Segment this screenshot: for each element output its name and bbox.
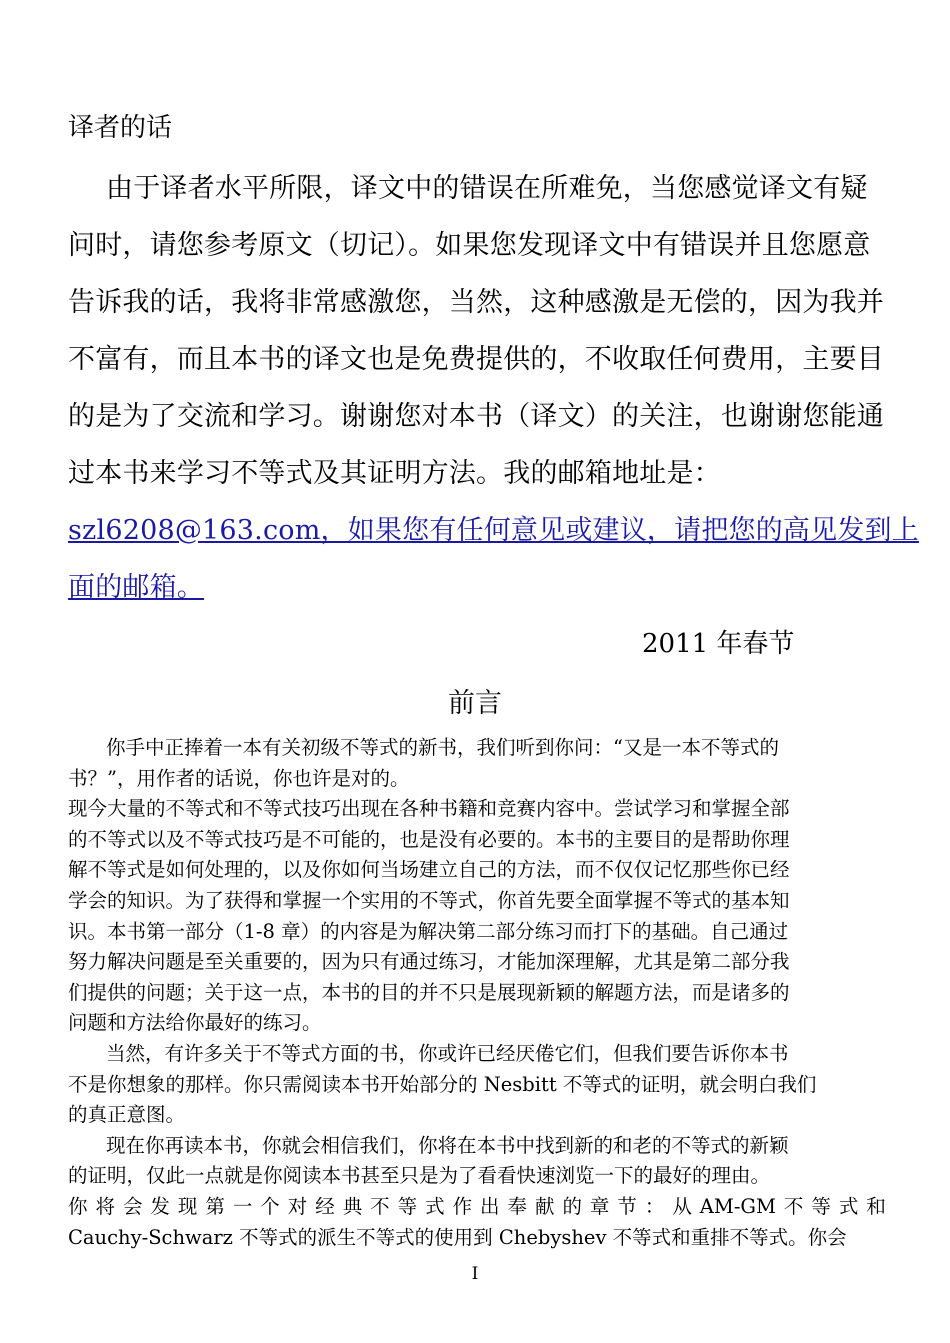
spread-char: 现 — [177, 1194, 198, 1218]
translator-note-heading: 译者的话 — [68, 113, 173, 143]
page-number: I — [471, 1264, 479, 1284]
spread-char: 址 — [639, 458, 667, 489]
spread-char: 是 — [666, 458, 694, 489]
preface-line: Cauchy-Schwarz 不等式的派生不等式的使用到 Chebyshev 不等式和重排不等式。你会 — [68, 1225, 847, 1249]
spread-char: 式 — [425, 1194, 445, 1218]
translator-note-date: 2011 年春节 — [642, 629, 795, 659]
spread-char: 不 — [231, 458, 259, 489]
spread-char: 等 — [258, 458, 286, 489]
preface-line: 识。本书第一部分（1-8 章）的内容是为解决第二部分练习而打下的基础。自己通过 — [68, 919, 789, 943]
preface-body — [68, 733, 886, 1253]
preface-line: 的真正意图。 — [68, 1103, 186, 1127]
spread-char: 从 — [672, 1194, 692, 1218]
preface-line: 现今大量的不等式和不等式技巧出现在各种书籍和竞赛内容中。尝试学习和掌握全部 — [68, 797, 790, 821]
preface-title: 前言 — [448, 688, 502, 719]
spread-char: 章 — [589, 1194, 610, 1218]
spread-char: 其 — [340, 458, 368, 489]
preface-line: 现在你再读本书，你就会相信我们，你将在本书中找到新的和老的不等式的新颖 — [106, 1133, 789, 1157]
spread-char: 不 — [783, 1194, 804, 1218]
preface-line: 当然，有许多关于不等式方面的书，你或许已经厌倦它们，但我们要告诉你本书 — [106, 1041, 789, 1065]
spread-char: 个 — [260, 1194, 280, 1218]
spread-char: 发 — [150, 1194, 170, 1218]
spread-char: 你 — [68, 1194, 88, 1218]
translator-note-body — [68, 160, 919, 616]
spread-char: 等 — [397, 1194, 418, 1218]
spread-char: 第 — [205, 1194, 225, 1218]
spread-char: 法 — [448, 458, 477, 489]
spread-char: 式 — [838, 1194, 859, 1218]
spread-char: 学 — [176, 458, 205, 489]
spread-char: 箱 — [584, 458, 613, 489]
spread-char: 经 — [315, 1194, 335, 1218]
translator-line: 不富有，而且本书的译文也是免费提供的，不收取任何费用，主要目 — [68, 344, 884, 375]
preface-line: 的不等式以及不等式技巧是不可能的，也是没有必要的。本书的主要目的是帮助你理 — [68, 827, 790, 851]
spread-char: 过 — [68, 458, 96, 489]
spread-char: 会 — [122, 1194, 143, 1218]
preface-line: 学会的知识。为了获得和掌握一个实用的不等式，你首先要全面掌握不等式的基本知 — [68, 888, 790, 912]
email-link-line-end[interactable] — [68, 559, 886, 616]
preface-line: 解不等式是如何处理的，以及你如何当场建立自己的方法，而不仅仅记忆那些你已经 — [68, 858, 790, 882]
email-link[interactable]: szl6208@163.com，如果您有任何意见或建议，请把您的高见发到上 — [68, 515, 919, 546]
spread-char: 一 — [232, 1194, 253, 1218]
translator-line: 问时，请您参考原文（切记）。如果您发现译文中有错误并且您愿意 — [68, 230, 871, 261]
preface-spread-line — [68, 1192, 886, 1223]
preface-line: 问题和方法给你最好的练习。 — [68, 1011, 322, 1035]
spread-char: 本 — [95, 458, 123, 489]
email-link-continuation[interactable]: 面的邮箱。 — [68, 572, 204, 603]
spread-char: 出 — [480, 1194, 500, 1218]
translator-spread-line — [68, 445, 886, 502]
spread-char: 将 — [95, 1194, 115, 1218]
spread-char: AM-GM — [699, 1194, 776, 1218]
spread-char: 和 — [866, 1194, 886, 1218]
spread-char: ： — [644, 1194, 665, 1218]
translator-line: 由于译者水平所限，译文中的错误在所难免，当您感觉译文有疑 — [106, 173, 868, 204]
preface-line: 你手中正捧着一本有关初级不等式的新书，我们听到你问：“又是一本不等式的 — [106, 736, 779, 759]
preface-line: 书？”，用作者的话说，你也许是对的。 — [68, 766, 410, 790]
spread-char: 式 — [285, 458, 313, 489]
spread-char: 来 — [149, 458, 177, 489]
spread-char: 邮 — [557, 458, 585, 489]
spread-char: 等 — [811, 1194, 831, 1218]
spread-char: 不 — [370, 1194, 390, 1218]
spread-char: 证 — [367, 458, 395, 489]
spread-char: 地 — [612, 458, 640, 489]
spread-char: 的 — [562, 1194, 582, 1218]
spread-char: 书 — [122, 458, 150, 489]
preface-line: 们提供的问题；关于这一点，本书的目的并不只是展现新颖的解题方法，而是诸多的 — [68, 980, 790, 1004]
spread-char: 习 — [204, 458, 232, 489]
preface-line: 努力解决问题是至关重要的，因为只有通过练习，才能加深理解，尤其是第二部分我 — [68, 950, 790, 974]
translator-line: 的是为了交流和学习。谢谢您对本书（译文）的关注，也谢谢您能通 — [68, 401, 884, 432]
email-link-line[interactable] — [68, 502, 919, 559]
spread-char: 。 — [476, 458, 504, 489]
spread-char: 的 — [530, 458, 558, 489]
spread-char: 我 — [503, 458, 531, 489]
spread-char: 方 — [421, 458, 449, 489]
preface-line: 的证明，仅此一点就是你阅读本书甚至只是为了看看快速浏览一下的最好的理由。 — [68, 1164, 771, 1188]
spread-char: 奉 — [507, 1194, 528, 1218]
spread-char: 明 — [394, 458, 422, 489]
spread-char: 对 — [287, 1194, 308, 1218]
spread-char: 作 — [452, 1194, 473, 1218]
spread-char: 节 — [617, 1194, 637, 1218]
translator-line: 告诉我的话，我将非常感激您，当然，这种感激是无偿的，因为我并 — [68, 287, 884, 318]
spread-char: ： — [693, 458, 721, 489]
spread-char: 典 — [342, 1194, 363, 1218]
spread-char: 献 — [534, 1194, 555, 1218]
preface-line: 不是你想象的那样。你只需阅读本书开始部分的 Nesbitt 不等式的证明，就会明白我们 — [68, 1072, 817, 1096]
spread-char: 及 — [312, 458, 341, 489]
